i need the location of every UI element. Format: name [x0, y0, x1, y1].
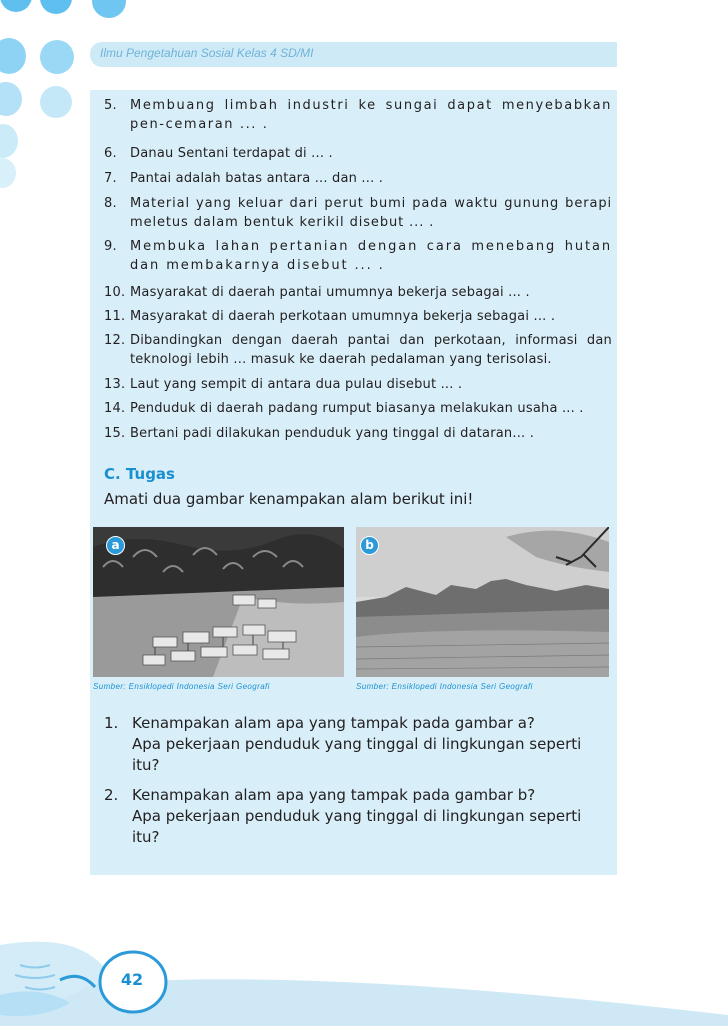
- list-item: [104, 424, 612, 443]
- item-text: Membuka lahan pertanian dengan cara menebang hutan dan membakarnya disebut ... .: [130, 239, 612, 273]
- photo-coastal-village: [93, 527, 344, 677]
- figure-caption: Sumber: Ensiklopedi Indonesia Seri Geografi: [93, 682, 270, 691]
- running-header-title: Ilmu Pengetahuan Sosial Kelas 4 SD/MI: [100, 46, 314, 60]
- section-heading: C. Tugas: [104, 465, 175, 483]
- photo-highland-valley: [356, 527, 609, 677]
- item-number: 7.: [104, 171, 117, 186]
- question-text: Apa pekerjaan penduduk yang tinggal di lingkungan seperti itu?: [132, 735, 582, 774]
- item-number: 9.: [104, 239, 117, 254]
- question-text: Kenampakan alam apa yang tampak pada gambar a?: [132, 714, 535, 732]
- item-number: 6.: [104, 146, 117, 161]
- item-text: Laut yang sempit di antara dua pulau disebut ... .: [130, 377, 463, 392]
- list-item: [104, 194, 612, 232]
- question-number: 2.: [104, 786, 119, 804]
- item-text: Membuang limbah industri ke sungai dapat menyebabkan pen-cemaran ... .: [130, 98, 612, 132]
- page-number: 42: [120, 970, 144, 989]
- list-item: [104, 307, 612, 326]
- list-item: [104, 399, 612, 418]
- item-number: 8.: [104, 196, 117, 211]
- item-text: Material yang keluar dari perut bumi pada waktu gunung berapi meletus dalam bentuk kerikil disebut ... .: [130, 196, 612, 230]
- item-number: 14.: [104, 401, 126, 416]
- list-item: [104, 144, 612, 163]
- item-text: Pantai adalah batas antara ... dan ... .: [130, 171, 384, 186]
- item-number: 12.: [104, 333, 126, 348]
- item-text: Dibandingkan dengan daerah pantai dan perkotaan, informasi dan teknologi lebih ... masuk ke daerah pedalaman yang terisolasi.: [130, 333, 612, 367]
- item-number: 15.: [104, 426, 126, 441]
- list-item: [104, 237, 612, 275]
- list-item: [104, 331, 612, 369]
- section-intro: Amati dua gambar kenampakan alam berikut ini!: [104, 490, 474, 508]
- item-number: 11.: [104, 309, 126, 324]
- figure-caption: Sumber: Ensiklopedi Indonesia Seri Geografi: [356, 682, 533, 691]
- item-text: Bertani padi dilakukan penduduk yang tinggal di dataran... .: [130, 426, 535, 441]
- figure-label: b: [360, 536, 379, 555]
- figure-label: a: [106, 536, 125, 555]
- list-item: [104, 96, 612, 134]
- question-item: [104, 713, 609, 776]
- list-item: [104, 169, 612, 188]
- item-text: Penduduk di daerah padang rumput biasanya melakukan usaha ... .: [130, 401, 584, 416]
- question-text: Apa pekerjaan penduduk yang tinggal di lingkungan seperti itu?: [132, 807, 582, 846]
- item-number: 13.: [104, 377, 126, 392]
- question-number: 1.: [104, 714, 119, 732]
- question-item: [104, 785, 609, 848]
- list-item: [104, 375, 612, 394]
- footer-wave: [0, 925, 728, 1030]
- question-text: Kenampakan alam apa yang tampak pada gambar b?: [132, 786, 536, 804]
- item-number: 10.: [104, 285, 126, 300]
- item-text: Masyarakat di daerah perkotaan umumnya bekerja sebagai ... .: [130, 309, 556, 324]
- item-number: 5.: [104, 98, 117, 113]
- item-text: Masyarakat di daerah pantai umumnya bekerja sebagai ... .: [130, 285, 530, 300]
- list-item: [104, 283, 612, 302]
- item-text: Danau Sentani terdapat di ... .: [130, 146, 333, 161]
